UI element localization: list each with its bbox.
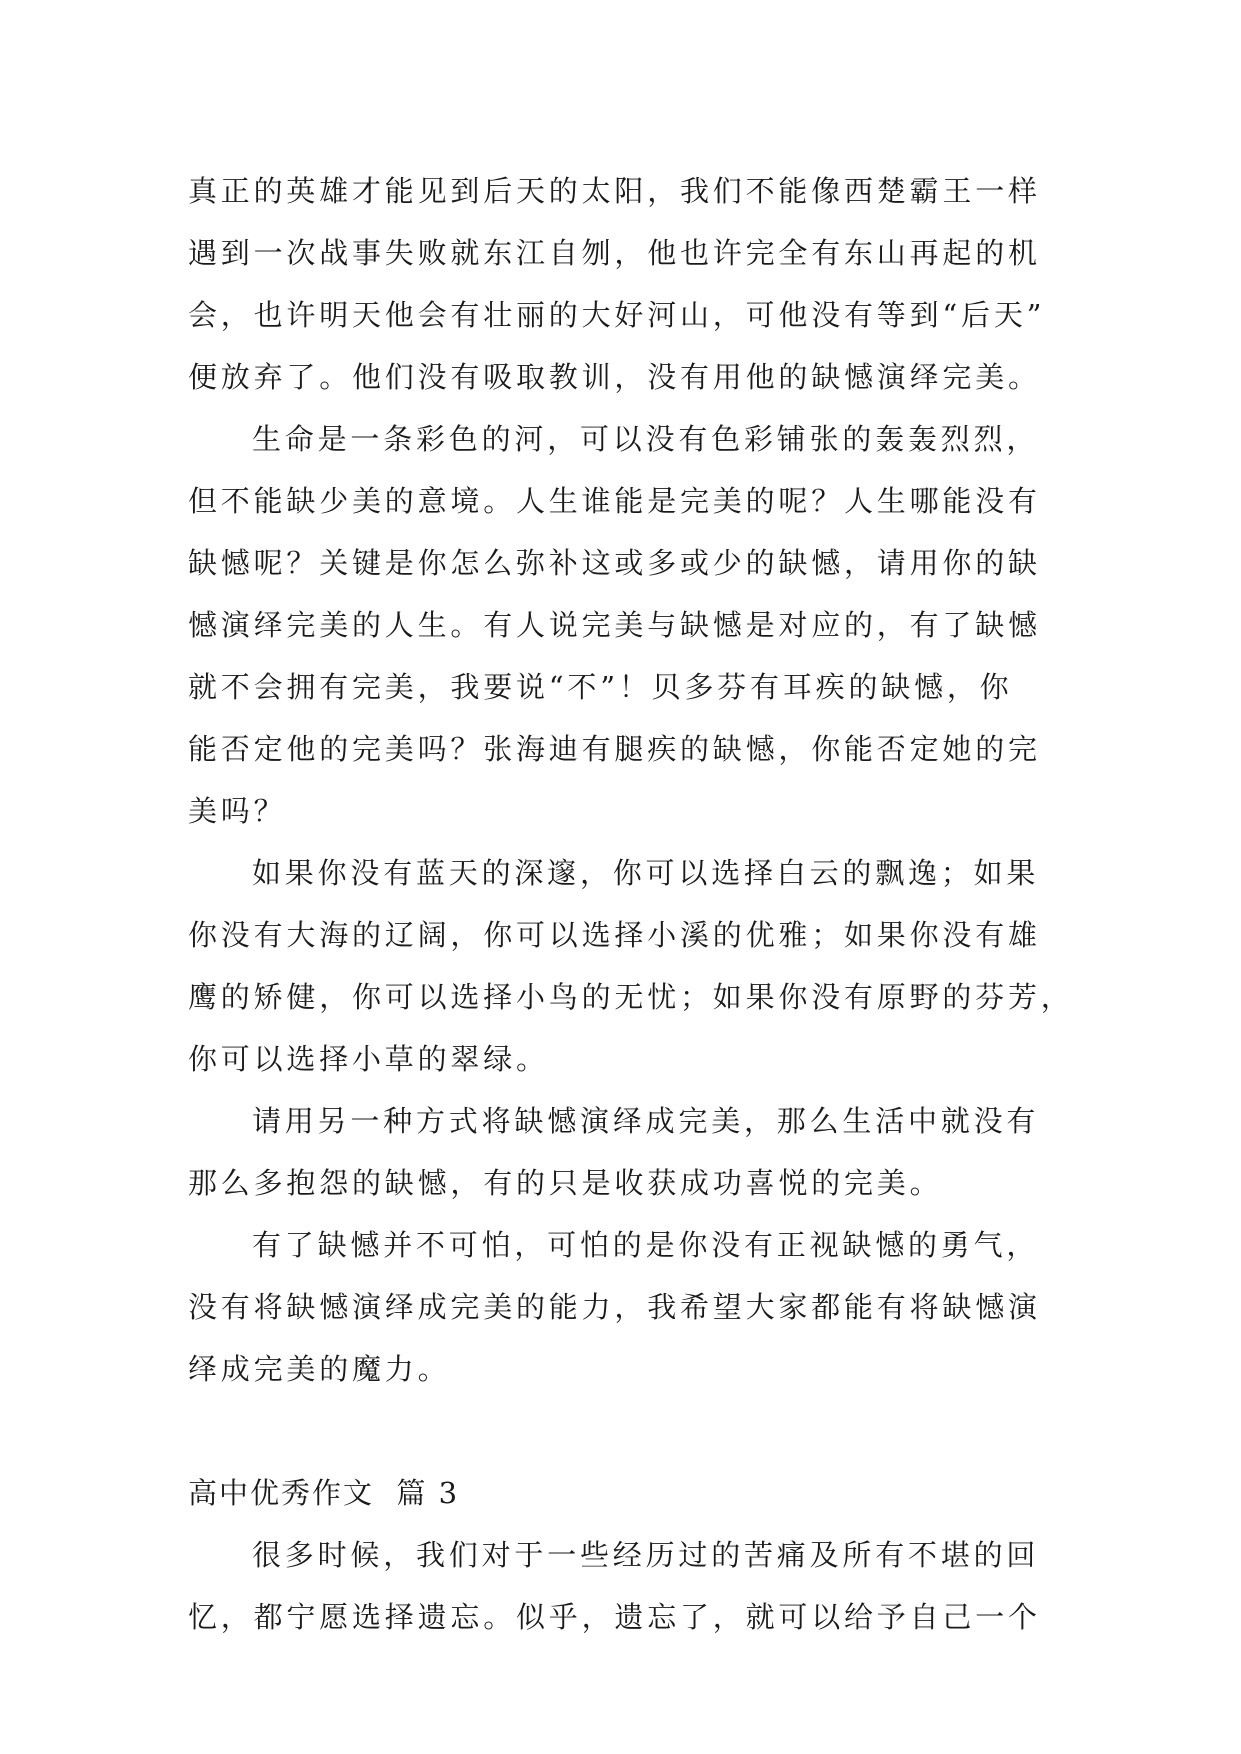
document-body [188, 160, 1074, 1648]
text-line: 憾演绎完美的人生。有人说完美与缺憾是对应的，有了缺憾 [188, 608, 1041, 642]
paragraph [188, 160, 1058, 408]
text-line: 有了缺憾并不可怕，可怕的是你没有正视缺憾的勇气， [252, 1228, 1040, 1262]
text-line: 缺憾呢？关键是你怎么弥补这或多或少的缺憾，请用你的缺 [188, 546, 1041, 580]
text-line: 如果你没有蓝天的深邃，你可以选择白云的飘逸；如果 [252, 856, 1040, 890]
paragraph [188, 1090, 1058, 1214]
text-line: 你没有大海的辽阔，你可以选择小溪的优雅；如果你没有雄 [188, 918, 1041, 952]
text-line: 很多时候，我们对于一些经历过的苦痛及所有不堪的回 [252, 1538, 1040, 1572]
section-spacer [188, 1400, 1058, 1462]
text-line: 请用另一种方式将缺憾演绎成完美，那么生活中就没有 [252, 1104, 1040, 1138]
text-line: 美吗？ [188, 794, 287, 828]
paragraph [188, 1214, 1058, 1400]
text-line: 真正的英雄才能见到后天的太阳，我们不能像西楚霸王一样 [188, 174, 1041, 208]
text-line: 能否定他的完美吗？张海迪有腿疾的缺憾，你能否定她的完 [188, 732, 1041, 766]
text-line: 便放弃了。他们没有吸取教训，没有用他的缺憾演绎完美。 [188, 360, 1041, 394]
paragraph [188, 408, 1058, 842]
text-line: 那么多抱怨的缺憾，有的只是收获成功喜悦的完美。 [188, 1166, 943, 1200]
text-line: 鹰的矫健，你可以选择小鸟的无忧；如果你没有原野的芬芳， [188, 980, 1074, 1014]
text-line: 遇到一次战事失败就东江自刎，他也许完全有东山再起的机 [188, 236, 1041, 270]
text-line: 就不会拥有完美，我要说“不”！贝多芬有耳疾的缺憾，你 [188, 670, 1013, 704]
text-line: 你可以选择小草的翠绿。 [188, 1042, 549, 1076]
section-heading: 高中优秀作文 篇 3 [188, 1476, 460, 1510]
text-line: 但不能缺少美的意境。人生谁能是完美的呢？人生哪能没有 [188, 484, 1041, 518]
paragraph [188, 1524, 1058, 1648]
text-line: 会，也许明天他会有壮丽的大好河山，可他没有等到“后天” [188, 298, 1046, 332]
text-line: 忆，都宁愿选择遗忘。似乎，遗忘了，就可以给予自己一个 [188, 1600, 1041, 1634]
text-line: 绎成完美的魔力。 [188, 1352, 451, 1386]
text-line: 没有将缺憾演绎成完美的能力，我希望大家都能有将缺憾演 [188, 1290, 1041, 1324]
text-line: 生命是一条彩色的河，可以没有色彩铺张的轰轰烈烈， [252, 422, 1040, 456]
paragraph [188, 842, 1074, 1090]
